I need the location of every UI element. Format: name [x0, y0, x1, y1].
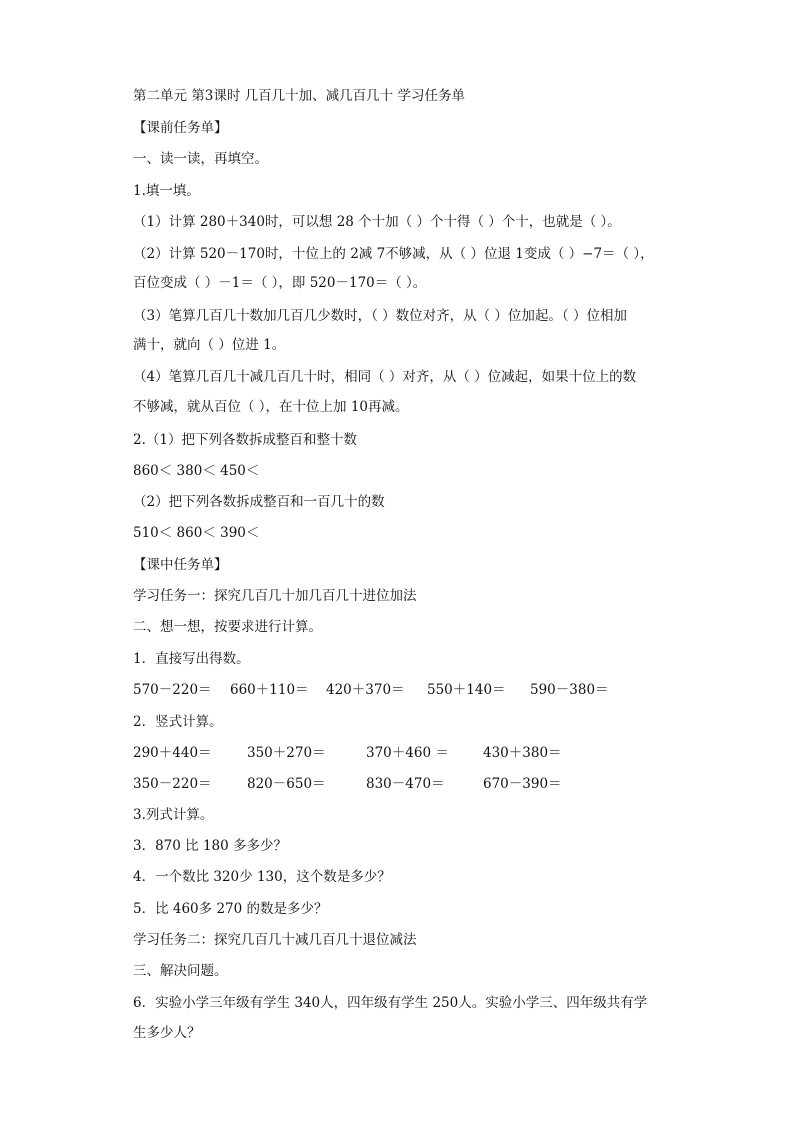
q1-1: （1）计算 280＋340时，可以想 28 个十加（ ）个十得（ ）个十，也就是（ ）。 — [133, 214, 621, 230]
question-6-line1: 6．实验小学三年级有学生 340人，四年级有学生 250人。实验小学三、四年级共有学 — [133, 995, 648, 1011]
worksheet-title: 第二单元 第3课时 几百几十加、减几百几十 学习任务单 — [133, 88, 465, 104]
q1-intro: 1.填一填。 — [133, 183, 200, 199]
vertical-calc-item: 430＋380＝ — [483, 745, 562, 761]
section2-heading: 二、想一想，按要求进行计算。 — [133, 619, 322, 635]
vertical-calc-item: 290＋440＝ — [133, 745, 212, 761]
task2-heading: 学习任务二：探究几百几十减几百几十退位减法 — [133, 932, 417, 948]
vertical-calc-item: 350－220＝ — [133, 776, 212, 792]
q2-1: 2.（1）把下列各数拆成整百和整十数 — [133, 432, 357, 448]
pre-class-header: 【课前任务单】 — [133, 120, 228, 136]
question-4: 4．一个数比 320少 130，这个数是多少？ — [133, 869, 391, 885]
task1-heading: 学习任务一：探究几百几十加几百几十进位加法 — [133, 588, 417, 604]
vertical-calc-intro: 2．竖式计算。 — [133, 714, 223, 730]
vertical-calc-row — [133, 774, 663, 794]
q1-3-line2: 满十，就向（ ）位进 1。 — [133, 337, 286, 353]
question-5: 5．比 460多 270 的数是多少？ — [133, 901, 328, 917]
vertical-calc-item: 820－650＝ — [247, 776, 326, 792]
vertical-calc-item: 670－390＝ — [483, 776, 562, 792]
question-6-line2: 生多少人？ — [133, 1025, 201, 1041]
direct-calc-item: 550＋140＝ — [427, 682, 506, 698]
q1-4-line2: 不够减，就从百位（ ），在十位上加 10再减。 — [133, 399, 409, 415]
q2-2: （2）把下列各数拆成整百和一百几十的数 — [133, 494, 385, 510]
q2-2-numbers: 510＜ 860＜ 390＜ — [133, 525, 260, 541]
in-class-header: 【课中任务单】 — [133, 557, 228, 573]
vertical-calc-row — [133, 743, 663, 763]
q2-1-numbers: 860＜ 380＜ 450＜ — [133, 463, 260, 479]
q1-3-line1: （3）笔算几百几十数加几百几少数时，（ ）数位对齐，从（ ）位加起。（ ）位相加 — [133, 308, 627, 324]
direct-calc-item: 660＋110＝ — [230, 682, 309, 698]
direct-calc-row — [133, 680, 663, 700]
direct-calc-item: 590－380＝ — [530, 682, 609, 698]
section3-heading: 三、解决问题。 — [133, 963, 228, 979]
direct-calc-item: 570－220＝ — [133, 682, 212, 698]
vertical-calc-item: 830－470＝ — [366, 776, 445, 792]
vertical-calc-item: 350＋270＝ — [247, 745, 326, 761]
q1-2-line1: （2）计算 520－170时，十位上的 2减 7不够减，从（ ）位退 1变成（ ）−7＝（ ）， — [133, 246, 654, 262]
section1-heading: 一、读一读，再填空。 — [133, 151, 268, 167]
direct-calc-intro: 1．直接写出得数。 — [133, 651, 250, 667]
q1-2-line2: 百位变成（ ）－1＝（ ），即 520－170＝（ ）。 — [133, 275, 427, 291]
vertical-calc-item: 370＋460 ＝ — [366, 745, 449, 761]
direct-calc-item: 420＋370＝ — [326, 682, 405, 698]
question-3: 3．870 比 180 多多少？ — [133, 838, 287, 854]
q1-4-line1: （4）笔算几百几十减几百几十时，相同（ ）对齐，从（ ）位减起，如果十位上的数 — [133, 369, 637, 385]
equation-intro: 3.列式计算。 — [133, 807, 214, 823]
